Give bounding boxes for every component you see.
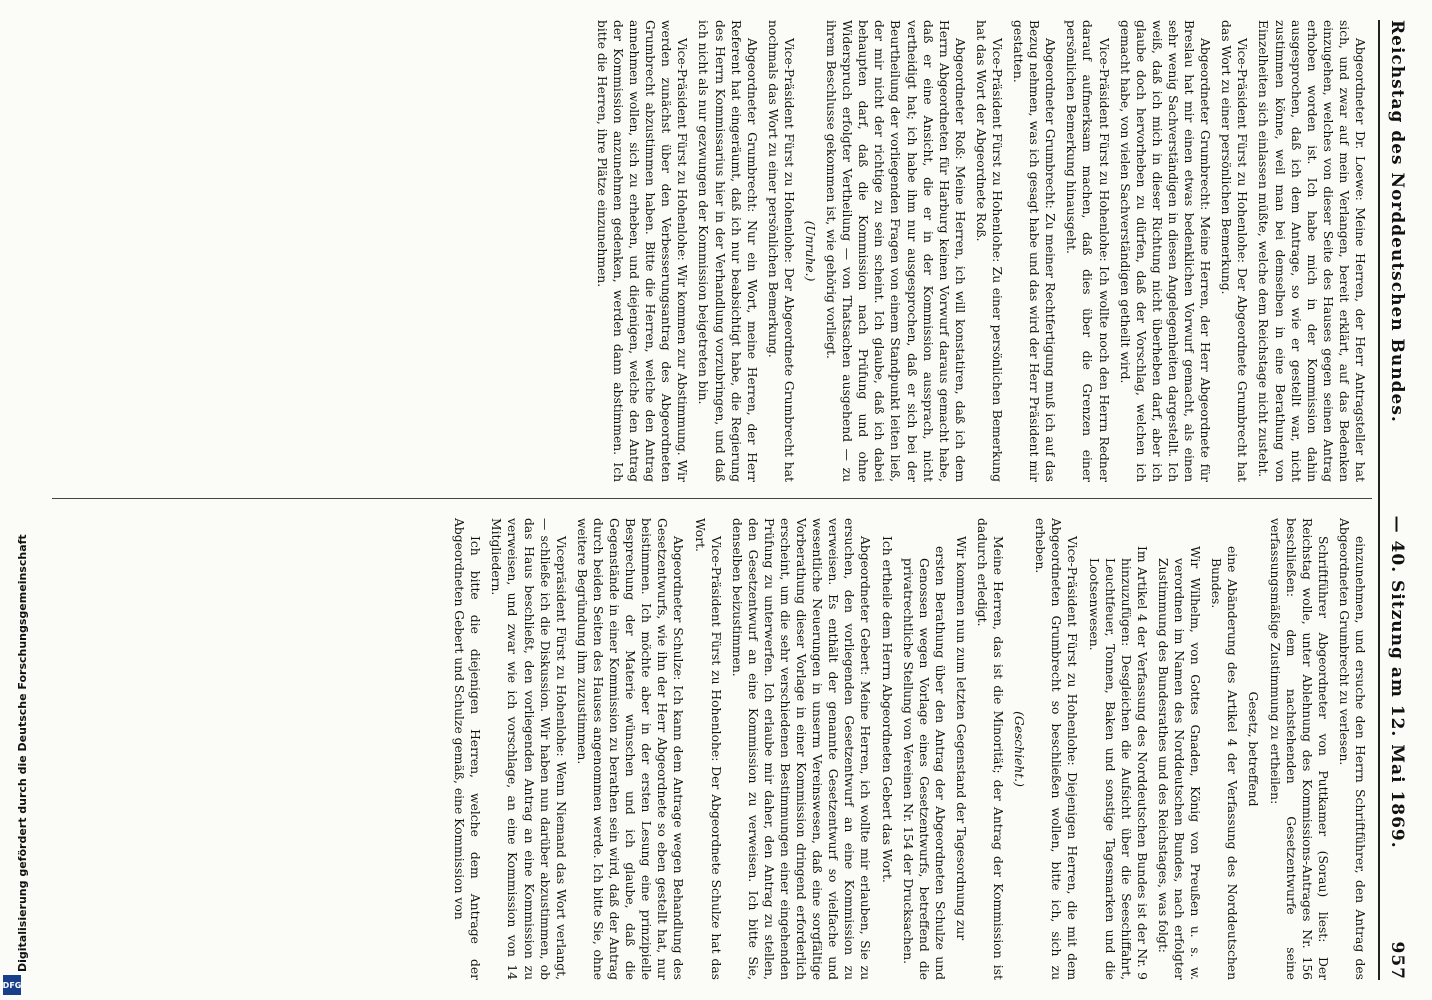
paragraph: Abgeordneter Gebert: Meine Herren, ich wollte mir erlauben, Sie zu ersuchen, den vorliegenden Gesetzentwurf an eine Kommission zu verweisen. Es enthält der genannte Gesetzentwurf so vielfache und wesentliche Neuerungen in unserm Vereinswesen, daß eine sorgfältige Vorberathung dieser Vorlage in einer Kommission dringend erforderlich erscheint, um die sehr verschiedenen Bestimmungen einer eingehenden Prüfung zu unterwerfen. Ich erlaube mir daher, den Antrag zu stellen, den Gesetzentwurf an eine Kommission zu verweisen. Ich bitte Sie, denselben beizustimmen. xyxy=(729,518,873,980)
paragraph: Abgeordneter Grumbrecht: Meine Herren, der Herr Abgeordnete für Breslau hat mir einen etwas bedenklichen Vorwurf gemacht, als einen sehr wenig Sachverständigen in diesen Angelegenheiten dargestellt. Ich weiß, daß ich mich in dieser Richtung nicht überheben darf, aber ich glaube doch hervorheben zu dürfen, daß der Vorschlag, welchen ich gemacht habe, von vielen Sachverständigen getheilt wird. xyxy=(1117,20,1213,482)
law-preamble: Wir Wilhelm, von Gottes Gnaden, König von Preußen u. s. w. verordnen im Namen des Norddeutschen Bundes, nach erfolgter Zustimmung des Bundesrathes und des Reichstages, was folgt: xyxy=(1155,546,1203,980)
paragraph: Abgeordneter Dr. Loewe: Meine Herren, der Herr Antragsteller hat sich, und zwar auf mein Verlangen, bereit erklärt, auf das Bedenken einzugehen, welches von dieser Seite des Hauses gegen seinen Antrag erhoben worden ist. Ich habe mich in der Kommission dahin ausgesprochen, daß ich dem Antrage, so wie er gestellt war, nicht zustimmen könne, weil man bei demselben in eine Berathung von Einzelheiten sich einlassen müßte, welche dem Reichstage nicht zusteht. xyxy=(1256,20,1367,482)
rotated-page-content xyxy=(36,0,1416,1000)
paragraph: Vice-Präsident Fürst zu Hohenlohe: Ich wollte noch den Herrn Redner darauf aufmerksam machen, daß dies über die Grenzen einer persönlichen Bemerkung hinausgeht. xyxy=(1064,20,1111,482)
law-article: Im Artikel 4 der Verfassung des Norddeutschen Bundes ist der Nr. 9 hinzuzufügen: Desgleichen die Aufsicht über die Seeschiffahrt, Leuchtfeuer, Tonnen, Baken und sonstige Tagesmarken und die Lootsenwesen. xyxy=(1086,546,1149,980)
page-header xyxy=(1384,20,1410,980)
paragraph: Abgeordneter Schulze: Ich kann dem Antrage wegen Behandlung des Gesetzentwurfs, wie ihn der Herr Abgeordnete so eben gestellt hat, nur beistimmen. Ich möchte aber in der ersten Lesung eine prinzipielle Besprechung der Materie wünschen und ich glaube, daß die Gegenstände in einer Kommission zu berathen sein wird, daß der Antrag durch beiden Seiten des Hauses angenommen werde. Ich bitte Sie, ohne weitere Begründung ihm zuzustimmen. xyxy=(574,518,686,980)
stage-direction: (Unruhe.) xyxy=(803,220,817,282)
paragraph: Vice-Präsident Fürst zu Hohenlohe: Wir kommen zur Abstimmung. Wir werden zunächst über den Verbesserungsantrag des Abgeordneten Grumbrecht abzustimmen haben. Bitte die Herren, welche den Antrag annehmen wollen, sich zu erheben, und diejenigen, welche den Antrag der Kommission anzunehmen gedenken, werden dann abstimmen. Ich bitte die Herren, ihre Plätze einzunehmen. xyxy=(594,20,690,482)
paragraph: Meine Herren, das ist die Minorität; der Antrag der Kommission ist dadurch erledigt. xyxy=(975,518,1006,980)
credit-text: Digitalisierung gefördert durch die Deutsche Forschungsgemeinschaft xyxy=(16,534,29,972)
paragraph: Abgeordneter Roß: Meine Herren, ich will konstatiren, daß ich dem Herrn Abgeordneten für Harburg keinen Vorwurf daraus gemacht habe, daß er eine Ansicht, die er in der Kommission aussprach, nicht vertheidigt hat; ich habe ihm nur ausgesprochen, daß er sich bei der Beurtheilung der vorliegenden Fragen von einem Standpunkt leiten ließ, der mir nicht der richtige zu sein scheint. Ich glaube, daß ich dabei behaupten darf, daß die Kommission nach Prüfung und ohne Widerspruch erfolgter Vertheilung — von Thatsachen ausgehend — zu ihrem Beschlusse gekommen ist, wie gehörig vorliegt. xyxy=(824,20,967,482)
agenda-item: ersten Berathung über den Antrag der Abgeordneten Schulze und Genossen wegen Vorlage eines Gesetzentwurfs, betreffend die privatrechtliche Stellung von Vereinen Nr. 154 der Drucksachen. xyxy=(900,546,947,980)
paragraph: Ich ertheile dem Herrn Abgeordneten Gebert das Wort. xyxy=(879,536,894,883)
law-subject: eine Abänderung des Artikel 4 der Verfassung des Norddeutschen Bundes. xyxy=(1209,546,1240,980)
paragraph: Schriftführer Abgeordneter von Puttkamer (Sorau) liest: Der Reichstag wolle, unter Ablehnung des Kommissions-Antrages Nr. 156 beschließen: dem nachstehenden Gesetzentwurfe seine verfassungsmäßige Zustimmung zu ertheilen: xyxy=(1267,518,1330,980)
paragraph: Ich bitte die diejenigen Herren, welche dem Antrage der Abgeordneten Gebert und Schulze gemäß, eine Kommission von xyxy=(452,518,483,980)
paragraph: Vice-Präsident Fürst zu Hohenlohe: Der Abgeordnete Grumbrecht hat das Wort zu einer persönlichen Bemerkung. xyxy=(1219,20,1250,482)
paragraph: Wir kommen nun zum letzten Gegenstand der Tagesordnung zur xyxy=(953,536,968,941)
paragraph: Vicepräsident Fürst zu Hohenlohe: Wenn Niemand das Wort verlangt, — schließe ich die Diskussion. Wir haben nun darüber abzustimmen, ob das Haus beschließt, den vorliegenden Antrag an eine Kommission zu verweisen, und zwar wie ich vorschlage, an eine Kommission von 14 Mitgliedern. xyxy=(489,518,568,980)
paragraph: Abgeordneter Grumbrecht: Zu meiner Rechtfertigung muß ich auf das Bezug nehmen, was ich gesagt habe und das wird der Herr Präsident mir gestatten. xyxy=(1011,20,1058,482)
stage-direction: (Geschieht.) xyxy=(1012,711,1027,787)
paragraph: Vice-Präsident Fürst zu Hohenlohe: Der Abgeordnete Grumbrecht hat nochmals das Wort zu einer persönlichen Bemerkung. xyxy=(765,20,796,482)
header-rule xyxy=(1378,20,1380,980)
paragraph: einzunehmen, und ersuche den Herrn Schriftführer, den Antrag des Abgeordneten Grumbrecht zu verlesen. xyxy=(1336,518,1367,980)
right-column xyxy=(48,518,1368,980)
header-session: — 40. Sitzung am 12. Mai 1869. xyxy=(1387,515,1407,849)
paragraph: Abgeordneter Grumbrecht: Nur ein Wort, meine Herren, der Herr Referent hat eingeräumt, daß ich nur beabsichtigt habe, die Regierung des Herrn Kommissarius hier in der Verhandlung vorzubringen, und daß ich nicht als nur gezwungen der Kommission beigetreten bin. xyxy=(696,20,759,482)
law-heading: Gesetz, betreffend xyxy=(1246,691,1261,807)
paragraph: Vice-Präsident Fürst zu Hohenlohe: Zu einer persönlichen Bemerkung hat das Wort der Abgeordnete Roß. xyxy=(973,20,1005,482)
header-title: Reichstag des Norddeutschen Bundes. xyxy=(1387,20,1407,423)
page-number: 957 xyxy=(1387,941,1407,980)
digitization-credit xyxy=(2,0,29,1000)
column-divider xyxy=(52,498,1372,499)
paragraph: Vice-Präsident Fürst zu Hohenlohe: Diejenigen Herren, die mit dem Abgeordneten Grumbrecht so beschließen wollen, bitte ich, sich zu erheben. xyxy=(1033,518,1080,980)
dfg-logo-badge: DFG xyxy=(3,975,21,995)
paragraph: Vice-Präsident Fürst zu Hohenlohe: Der Abgeordnete Schulze hat das Wort. xyxy=(692,518,723,980)
left-column xyxy=(48,20,1368,482)
